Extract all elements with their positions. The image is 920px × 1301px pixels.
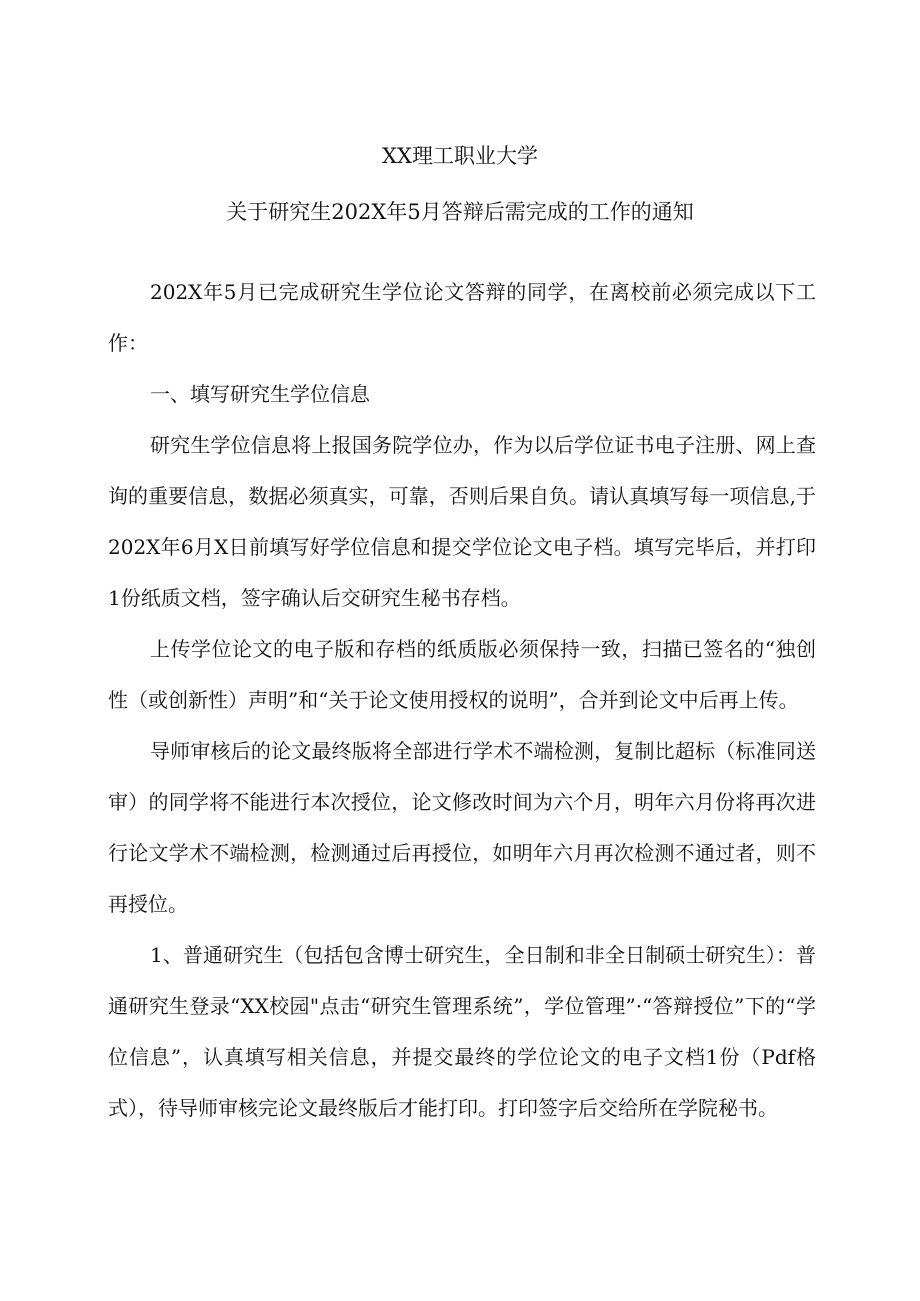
section-heading: 一、填写研究生学位信息 xyxy=(150,382,370,406)
university-name: XX理工职业大学 xyxy=(382,144,538,168)
body-paragraph: 1、普通研究生（包括包含博士研究生，全日制和非全日制硕士研究生）：普通研究生登录“XX校园"点击“研究生管理系统”，学位管理”·“答辩授位”下的“学位信息”，认真填写相关信息，并提交最终的学位论文的电子文档1份（Pdf格式），待导师审核完论文最终版后才能打印。打印签字后交给所在学院秘书。 xyxy=(108,943,816,1120)
intro-paragraph: 202X年5月已完成研究生学位论文答辩的同学，在离校前必须完成以下工作： xyxy=(108,280,816,355)
body-paragraph: 导师审核后的论文最终版将全部进行学术不端检测，复制比超标（标准同送审）的同学将不能进行本次授位，论文修改时间为六个月，明年六月份将再次进行论文学术不端检测，检测通过后再授位，如明年六月再次检测不通过者，则不再授位。 xyxy=(108,739,816,916)
notice-title: 关于研究生202X年5月答辩后需完成的工作的通知 xyxy=(226,200,694,224)
body-paragraph: 研究生学位信息将上报国务院学位办，作为以后学位证书电子注册、网上查询的重要信息，数据必须真实，可靠，否则后果自负。请认真填写每一项信息,于202X年6月X日前填写好学位信息和提交学位论文电子档。填写完毕后，并打印1份纸质文档，签字确认后交研究生秘书存档。 xyxy=(108,433,816,610)
notice-body xyxy=(108,267,816,1134)
body-paragraph: 上传学位论文的电子版和存档的纸质版必须保持一致，扫描已签名的“独创性（或创新性）声明”和“关于论文使用授权的说明”，合并到论文中后再上传。 xyxy=(108,637,816,712)
document-header xyxy=(0,128,920,240)
